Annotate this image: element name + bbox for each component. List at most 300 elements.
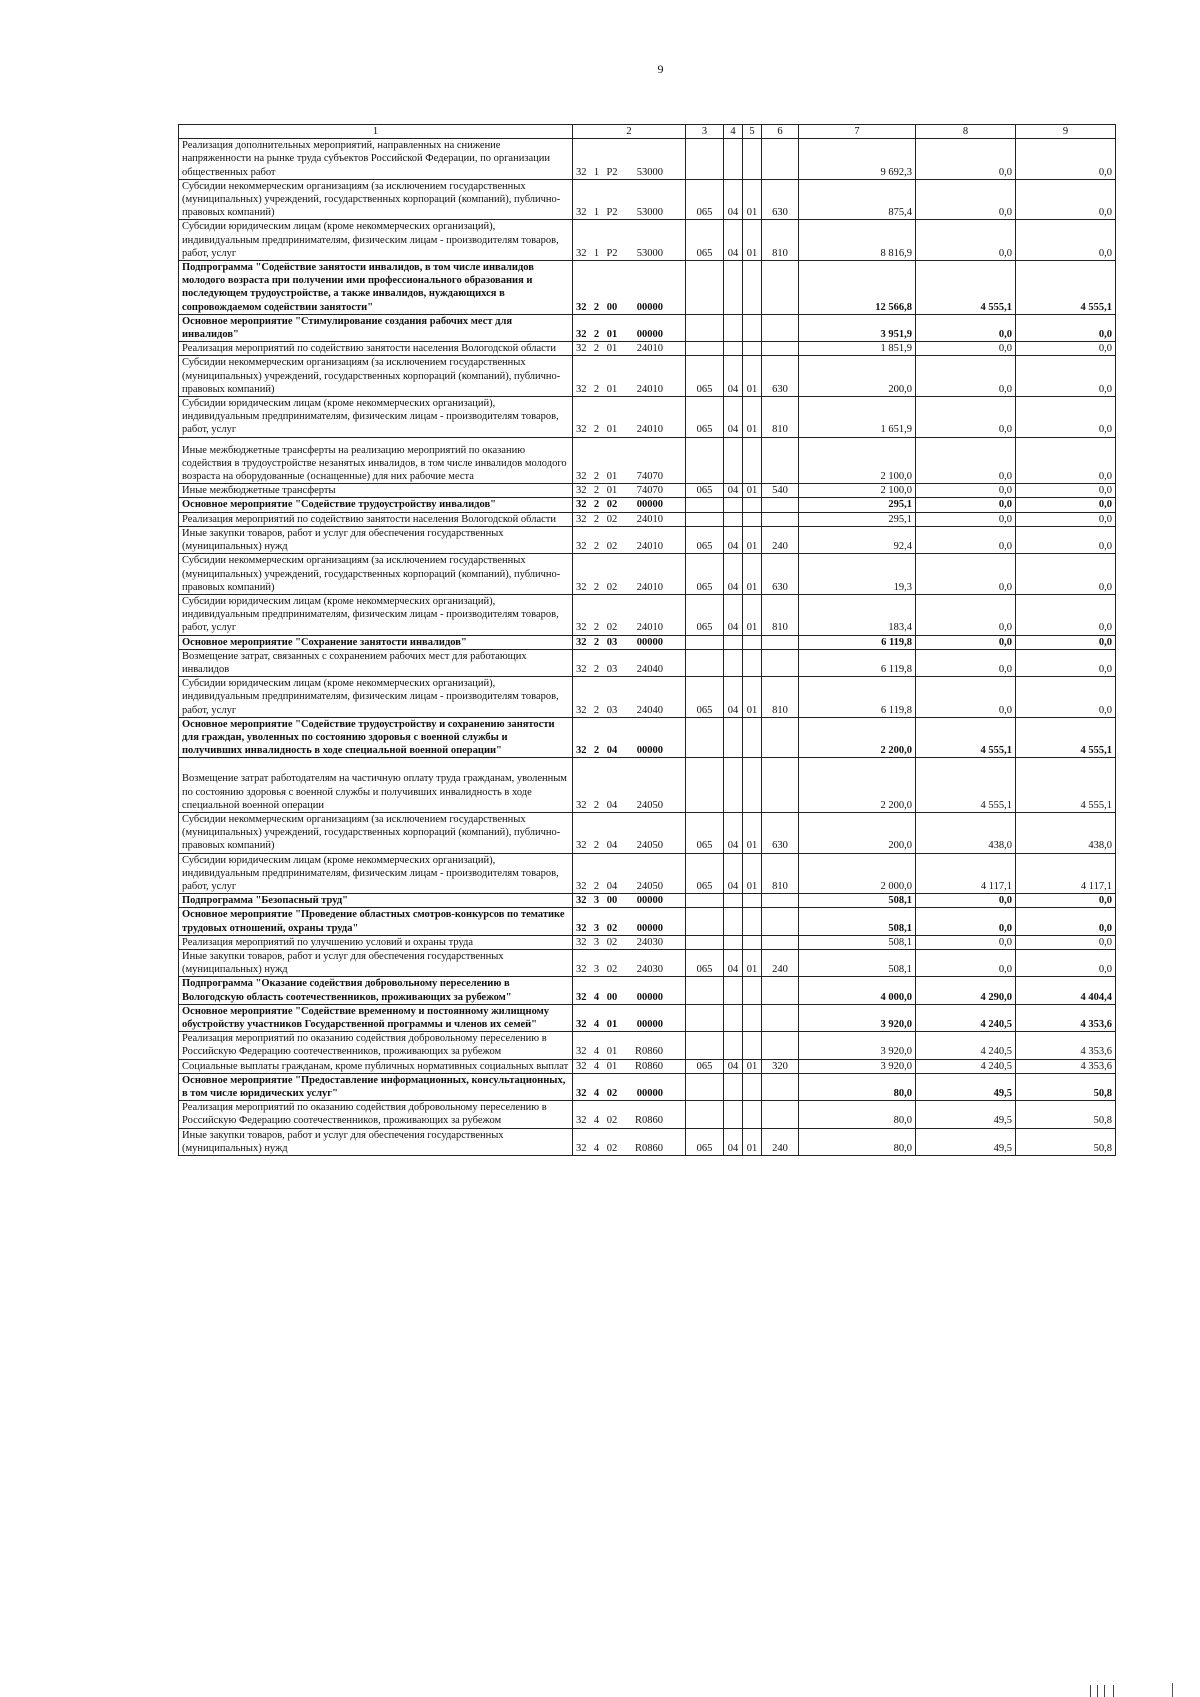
code-direction: 00000 [636,922,663,934]
row-amount-year3: 0,0 [1016,512,1116,526]
code-measure: 01 [606,329,618,341]
row-amount-year1: 3 920,0 [799,1004,916,1031]
code-measure: 01 [606,424,618,436]
row-ministry-code [686,139,724,180]
code-program: 32 [576,636,587,648]
row-section-code [724,977,743,1004]
row-expense-type: 630 [762,179,799,220]
row-ministry-code [686,342,724,356]
row-ministry-code [686,314,724,341]
code-direction: 24030 [636,964,663,976]
code-program: 32 [576,991,587,1003]
code-subprogram: 4 [593,1060,600,1072]
code-direction: 24050 [636,799,663,811]
row-amount-year1: 2 100,0 [799,437,916,484]
code-direction: 53000 [636,247,663,259]
row-name: Основное мероприятие "Стимулирование создания рабочих мест для инвалидов" [179,314,573,341]
code-measure: 02 [606,541,618,553]
row-section-code [724,1101,743,1128]
code-direction: R0860 [634,1142,663,1154]
row-amount-year1: 508,1 [799,935,916,949]
row-ministry-code: 065 [686,484,724,498]
row-amount-year2: 0,0 [916,677,1016,718]
table-row [179,397,1116,438]
header-cell-7: 7 [799,125,916,139]
row-amount-year1: 295,1 [799,498,916,512]
row-ministry-code: 065 [686,1128,724,1155]
row-section-code [724,935,743,949]
row-expense-type [762,717,799,758]
table-row [179,314,1116,341]
row-ministry-code: 065 [686,677,724,718]
code-measure: 01 [606,471,618,483]
table-row [179,554,1116,595]
row-target-code [573,220,686,261]
table-row [179,498,1116,512]
code-program: 32 [576,1142,587,1154]
row-amount-year2: 0,0 [916,220,1016,261]
row-ministry-code: 065 [686,397,724,438]
row-amount-year3: 0,0 [1016,484,1116,498]
code-direction: 53000 [636,207,663,219]
row-amount-year1: 295,1 [799,512,916,526]
table-row [179,853,1116,894]
row-name: Субсидии некоммерческим организациям (за исключением государственных (муниципальных) учреждений, государственных корпораций (компаний), публично-правовых компаний) [179,554,573,595]
row-section-code: 04 [724,812,743,853]
row-target-code [573,649,686,676]
header-row [179,125,1116,139]
row-expense-type: 240 [762,526,799,553]
code-direction: 24040 [636,663,663,675]
row-subsection-code: 01 [743,220,762,261]
row-expense-type [762,649,799,676]
row-target-code [573,812,686,853]
row-section-code [724,1073,743,1100]
row-ministry-code: 065 [686,220,724,261]
code-subprogram: 2 [593,471,600,483]
code-measure: 02 [606,1142,618,1154]
row-target-code [573,397,686,438]
row-subsection-code: 01 [743,484,762,498]
code-subprogram: 2 [593,663,600,675]
code-subprogram: 4 [593,1046,600,1058]
row-ministry-code [686,1101,724,1128]
row-ministry-code: 065 [686,594,724,635]
code-program: 32 [576,166,587,178]
row-section-code [724,437,743,484]
code-subprogram: 2 [593,485,600,497]
code-direction: 24010 [636,383,663,395]
code-direction: 00000 [636,1019,663,1030]
budget-table [178,124,1116,1156]
row-subsection-code [743,342,762,356]
table-row [179,526,1116,553]
row-subsection-code: 01 [743,179,762,220]
code-direction: R0860 [634,1060,663,1072]
row-expense-type [762,635,799,649]
code-measure: Р2 [606,166,618,178]
row-amount-year1: 80,0 [799,1128,916,1155]
row-subsection-code [743,758,762,813]
row-amount-year2: 0,0 [916,484,1016,498]
code-direction: 24010 [636,581,663,593]
table-row [179,1073,1116,1100]
row-amount-year2: 4 240,5 [916,1032,1016,1059]
code-direction: R0860 [634,1046,663,1058]
table-row [179,261,1116,315]
row-name: Субсидии юридическим лицам (кроме некоммерческих организаций), индивидуальным предпринимателям, физическим лицам - производителям товаров, работ, услуг [179,397,573,438]
row-name: Субсидии некоммерческим организациям (за исключением государственных (муниципальных) учреждений, государственных корпораций (компаний), публично-правовых компаний) [179,356,573,397]
row-target-code [573,1073,686,1100]
code-direction: 00000 [636,991,663,1003]
row-amount-year3: 0,0 [1016,220,1116,261]
row-ministry-code: 065 [686,554,724,595]
budget-table-body [179,125,1116,1156]
row-ministry-code [686,649,724,676]
row-section-code [724,758,743,813]
code-program: 32 [576,745,587,757]
code-program: 32 [576,541,587,553]
row-subsection-code [743,1101,762,1128]
row-section-code: 04 [724,853,743,894]
code-subprogram: 1 [593,247,600,259]
row-ministry-code [686,1073,724,1100]
code-subprogram: 2 [593,636,600,648]
table-row [179,812,1116,853]
table-row [179,717,1116,758]
row-expense-type [762,314,799,341]
row-amount-year2: 0,0 [916,594,1016,635]
row-subsection-code [743,1073,762,1100]
row-section-code [724,908,743,935]
row-subsection-code [743,498,762,512]
code-program: 32 [576,485,587,497]
row-expense-type [762,908,799,935]
code-program: 32 [576,343,587,355]
row-subsection-code [743,977,762,1004]
table-row [179,342,1116,356]
row-target-code [573,314,686,341]
row-amount-year2: 0,0 [916,397,1016,438]
table-row [179,1128,1116,1155]
code-subprogram: 2 [593,383,600,395]
row-amount-year3: 0,0 [1016,677,1116,718]
row-expense-type [762,894,799,908]
row-amount-year1: 508,1 [799,908,916,935]
row-name: Субсидии юридическим лицам (кроме некоммерческих организаций), индивидуальным предпринимателям, физическим лицам - производителям товаров, работ, услуг [179,853,573,894]
row-section-code: 04 [724,356,743,397]
code-program: 32 [576,799,587,811]
row-amount-year2: 4 240,5 [916,1004,1016,1031]
table-row [179,437,1116,484]
row-amount-year3: 0,0 [1016,949,1116,976]
row-amount-year3: 0,0 [1016,139,1116,180]
row-subsection-code [743,139,762,180]
row-amount-year3: 50,8 [1016,1128,1116,1155]
row-target-code [573,342,686,356]
code-subprogram: 4 [593,1088,600,1100]
code-subprogram: 4 [593,991,600,1003]
row-subsection-code [743,908,762,935]
table-row [179,1101,1116,1128]
header-cell-6: 6 [762,125,799,139]
row-ministry-code [686,717,724,758]
row-amount-year2: 0,0 [916,935,1016,949]
code-direction: 53000 [636,166,663,178]
code-measure: 01 [606,1046,618,1058]
row-subsection-code [743,717,762,758]
table-row [179,977,1116,1004]
row-amount-year2: 49,5 [916,1128,1016,1155]
table-row [179,179,1116,220]
row-ministry-code [686,261,724,315]
code-subprogram: 1 [593,207,600,219]
row-amount-year1: 2 200,0 [799,717,916,758]
row-amount-year3: 4 353,6 [1016,1059,1116,1073]
row-expense-type: 810 [762,677,799,718]
header-cell-3: 3 [686,125,724,139]
code-subprogram: 3 [593,936,600,948]
code-direction: 24030 [636,936,663,948]
code-direction: 24010 [636,622,663,634]
row-name: Иные межбюджетные трансферты на реализацию мероприятий по оказанию содействия в трудоустройстве незанятых инвалидов, в том числе инвалидов молодого возраста на оборудованные (оснащенные) для них рабочие места [179,437,573,484]
code-program: 32 [576,704,587,716]
row-section-code: 04 [724,526,743,553]
row-subsection-code: 01 [743,526,762,553]
row-name: Реализация мероприятий по оказанию содействия добровольному переселению в Российскую Федерацию соотечественников, проживающих за рубежом [179,1101,573,1128]
code-subprogram: 2 [593,745,600,757]
row-name: Реализация мероприятий по оказанию содействия добровольному переселению в Российскую Федерацию соотечественников, проживающих за рубежом [179,1032,573,1059]
row-target-code [573,1128,686,1155]
row-name: Основное мероприятие "Предоставление информационных, консультационных, в том числе юридических услуг" [179,1073,573,1100]
row-section-code: 04 [724,1059,743,1073]
row-amount-year2: 4 555,1 [916,261,1016,315]
code-program: 32 [576,840,587,852]
code-direction: 24010 [636,343,663,355]
row-section-code [724,894,743,908]
row-target-code [573,908,686,935]
code-measure: 00 [606,301,618,313]
row-ministry-code [686,512,724,526]
row-amount-year2: 438,0 [916,812,1016,853]
row-section-code: 04 [724,397,743,438]
row-target-code [573,261,686,315]
table-row [179,677,1116,718]
code-measure: Р2 [606,247,618,259]
row-amount-year1: 183,4 [799,594,916,635]
row-amount-year3: 0,0 [1016,649,1116,676]
row-expense-type: 810 [762,853,799,894]
row-ministry-code [686,908,724,935]
row-amount-year3: 0,0 [1016,356,1116,397]
code-measure: 04 [606,840,618,852]
row-expense-type [762,342,799,356]
row-subsection-code [743,314,762,341]
code-direction: 00000 [636,636,663,648]
row-amount-year1: 508,1 [799,894,916,908]
code-subprogram: 2 [593,704,600,716]
row-amount-year1: 2 000,0 [799,853,916,894]
header-cell-5: 5 [743,125,762,139]
row-amount-year2: 4 240,5 [916,1059,1016,1073]
code-measure: 03 [606,704,618,716]
row-amount-year3: 4 353,6 [1016,1004,1116,1031]
row-amount-year1: 6 119,8 [799,649,916,676]
row-expense-type: 240 [762,949,799,976]
code-measure: 03 [606,663,618,675]
row-subsection-code [743,1004,762,1031]
row-name: Иные межбюджетные трансферты [179,484,573,498]
row-target-code [573,935,686,949]
row-amount-year1: 875,4 [799,179,916,220]
row-amount-year2: 0,0 [916,554,1016,595]
row-amount-year2: 4 555,1 [916,717,1016,758]
row-section-code [724,261,743,315]
row-amount-year1: 12 566,8 [799,261,916,315]
row-section-code [724,649,743,676]
row-amount-year1: 6 119,8 [799,677,916,718]
row-section-code: 04 [724,949,743,976]
row-amount-year2: 0,0 [916,512,1016,526]
row-amount-year1: 80,0 [799,1101,916,1128]
code-subprogram: 2 [593,840,600,852]
row-amount-year1: 200,0 [799,812,916,853]
code-subprogram: 2 [593,499,600,511]
code-subprogram: 2 [593,541,600,553]
row-expense-type [762,1032,799,1059]
code-direction: R0860 [634,1115,663,1127]
row-section-code [724,1004,743,1031]
scan-margin-tick [1172,1683,1173,1697]
table-row [179,758,1116,813]
row-subsection-code: 01 [743,677,762,718]
row-amount-year3: 4 555,1 [1016,717,1116,758]
row-amount-year2: 0,0 [916,314,1016,341]
row-amount-year3: 0,0 [1016,635,1116,649]
table-row [179,1032,1116,1059]
row-expense-type [762,261,799,315]
row-name: Основное мероприятие "Проведение областных смотров-конкурсов по тематике трудовых отношений, охраны труда" [179,908,573,935]
code-measure: 02 [606,936,618,948]
row-amount-year2: 0,0 [916,139,1016,180]
row-expense-type: 320 [762,1059,799,1073]
row-amount-year2: 0,0 [916,649,1016,676]
row-name: Реализация дополнительных мероприятий, направленных на снижение напряженности на рынке труда субъектов Российской Федерации, по организации общественных работ [179,139,573,180]
row-amount-year2: 0,0 [916,437,1016,484]
row-amount-year1: 3 920,0 [799,1059,916,1073]
row-expense-type [762,1004,799,1031]
row-target-code [573,498,686,512]
row-amount-year1: 9 692,3 [799,139,916,180]
row-subsection-code [743,894,762,908]
row-subsection-code [743,512,762,526]
row-ministry-code [686,758,724,813]
table-row [179,512,1116,526]
row-ministry-code [686,498,724,512]
row-ministry-code: 065 [686,179,724,220]
row-expense-type [762,1073,799,1100]
row-name: Подпрограмма "Безопасный труд" [179,894,573,908]
row-subsection-code [743,261,762,315]
row-name: Возмещение затрат, связанных с сохранением рабочих мест для работающих инвалидов [179,649,573,676]
row-ministry-code: 065 [686,1059,724,1073]
row-amount-year2: 49,5 [916,1073,1016,1100]
row-section-code: 04 [724,554,743,595]
code-program: 32 [576,1046,587,1058]
row-expense-type: 810 [762,397,799,438]
row-expense-type: 630 [762,554,799,595]
row-amount-year3: 4 555,1 [1016,261,1116,315]
row-amount-year3: 0,0 [1016,554,1116,595]
row-ministry-code [686,1004,724,1031]
row-amount-year3: 4 555,1 [1016,758,1116,813]
row-amount-year3: 50,8 [1016,1073,1116,1100]
row-target-code [573,1032,686,1059]
row-target-code [573,139,686,180]
code-program: 32 [576,513,587,525]
code-subprogram: 3 [593,922,600,934]
row-target-code [573,1004,686,1031]
table-row [179,908,1116,935]
code-subprogram: 2 [593,880,600,892]
row-amount-year3: 50,8 [1016,1101,1116,1128]
code-program: 32 [576,922,587,934]
row-amount-year2: 49,5 [916,1101,1016,1128]
header-cell-4: 4 [724,125,743,139]
row-target-code [573,356,686,397]
code-direction: 24010 [636,541,663,553]
row-expense-type: 810 [762,220,799,261]
row-expense-type: 540 [762,484,799,498]
row-amount-year3: 0,0 [1016,314,1116,341]
code-direction: 00000 [636,499,663,511]
row-name: Субсидии некоммерческим организациям (за исключением государственных (муниципальных) учреждений, государственных корпораций (компаний), публично-правовых компаний) [179,179,573,220]
header-cell-8: 8 [916,125,1016,139]
code-measure: 01 [606,343,618,355]
row-amount-year1: 2 100,0 [799,484,916,498]
row-subsection-code: 01 [743,356,762,397]
row-target-code [573,717,686,758]
code-measure: 01 [606,383,618,395]
row-amount-year1: 6 119,8 [799,635,916,649]
code-direction: 74070 [636,485,663,497]
row-target-code [573,1059,686,1073]
code-program: 32 [576,936,587,948]
row-target-code [573,853,686,894]
row-ministry-code [686,894,724,908]
header-cell-1: 1 [179,125,573,139]
row-amount-year1: 4 000,0 [799,977,916,1004]
header-cell-2: 2 [573,125,686,139]
row-subsection-code [743,935,762,949]
code-measure: 00 [606,991,618,1003]
code-program: 32 [576,663,587,675]
row-name: Иные закупки товаров, работ и услуг для обеспечения государственных (муниципальных) нужд [179,1128,573,1155]
code-direction: 00000 [636,301,663,313]
row-amount-year3: 0,0 [1016,342,1116,356]
row-amount-year1: 1 651,9 [799,397,916,438]
code-program: 32 [576,964,587,976]
row-amount-year3: 0,0 [1016,594,1116,635]
row-target-code [573,179,686,220]
table-row [179,949,1116,976]
code-program: 32 [576,1060,587,1072]
code-program: 32 [576,895,587,907]
code-subprogram: 2 [593,622,600,634]
row-expense-type: 630 [762,812,799,853]
code-subprogram: 2 [593,343,600,355]
header-cell-9: 9 [1016,125,1116,139]
